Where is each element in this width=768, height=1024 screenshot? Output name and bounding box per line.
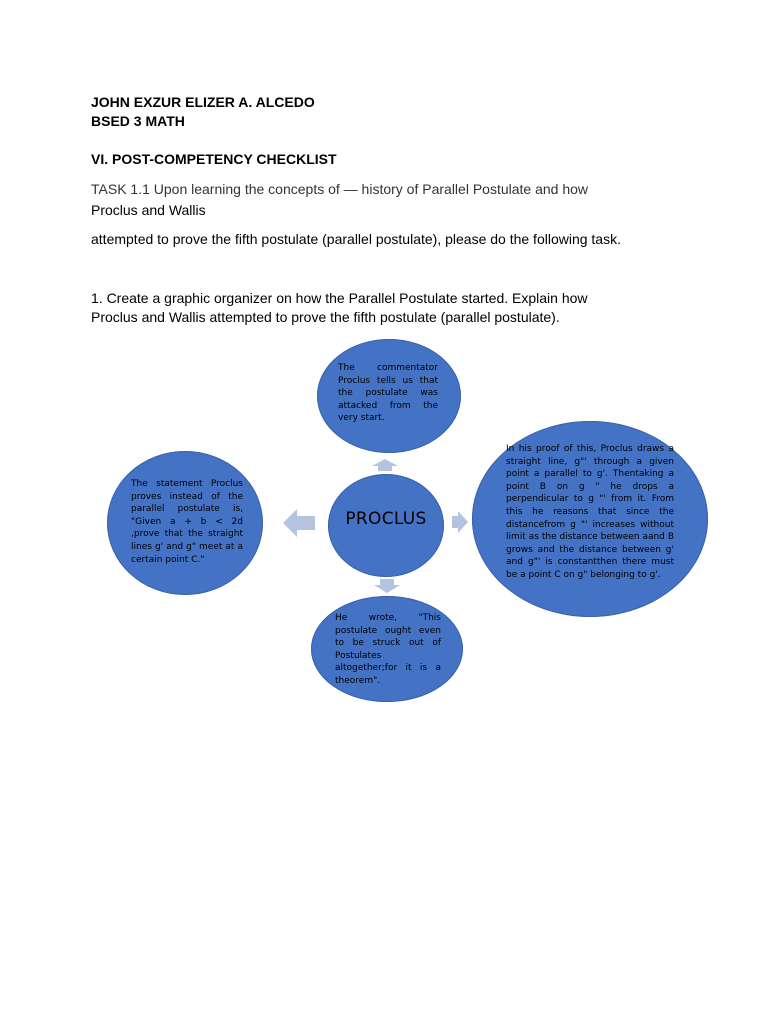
arrow-right-icon xyxy=(451,507,469,537)
task-line-3: attempted to prove the fifth postulate (parallel postulate), please do the following task. xyxy=(91,231,621,247)
course-label: BSED 3 MATH xyxy=(91,113,185,129)
question-line-2: Proclus and Wallis attempted to prove the fifth postulate (parallel postulate). xyxy=(91,309,560,325)
question-line-1: 1. Create a graphic organizer on how the Parallel Postulate started. Explain how xyxy=(91,290,588,306)
author-name: JOHN EXZUR ELIZER A. ALCEDO xyxy=(91,94,315,110)
center-bubble xyxy=(328,474,444,577)
right-bubble xyxy=(472,421,708,617)
left-bubble-text: The statement Proclus proves instead of the parallel postulate is, "Given a + b < 2d ,prove that the straight lines g' and g" meet at a certain point C." xyxy=(131,479,243,565)
center-label: PROCLUS xyxy=(345,509,427,529)
bottom-bubble xyxy=(311,596,463,702)
arrow-down-icon xyxy=(372,578,402,594)
left-bubble xyxy=(107,451,263,595)
top-bubble xyxy=(317,339,461,453)
arrow-up-icon xyxy=(370,458,400,472)
task-line-1: TASK 1.1 Upon learning the concepts of — history of Parallel Postulate and how xyxy=(91,181,589,197)
arrow-left-icon xyxy=(282,507,316,539)
task-line-2: Proclus and Wallis xyxy=(91,202,206,218)
top-bubble-text: The commentator Proclus tells us that the postulate was attacked from the very start. xyxy=(338,363,438,424)
section-title: VI. POST-COMPETENCY CHECKLIST xyxy=(91,151,337,167)
right-bubble-text: In his proof of this, Proclus draws a straight line, g"' through a given point a parallel to g'. Thentaking a point B on g " he drops a perpendicular to g "' from it. From this he reasons that since the distancefrom g "' increases without limit as the distance between aand B grows and the distance between g' and g"' is constantthen there must be a point C on g" belonging to g'. xyxy=(506,444,674,580)
bottom-bubble-text: He wrote, "This postulate ought even to be struck out of Postulates altogether;for it is a theorem". xyxy=(335,613,441,686)
